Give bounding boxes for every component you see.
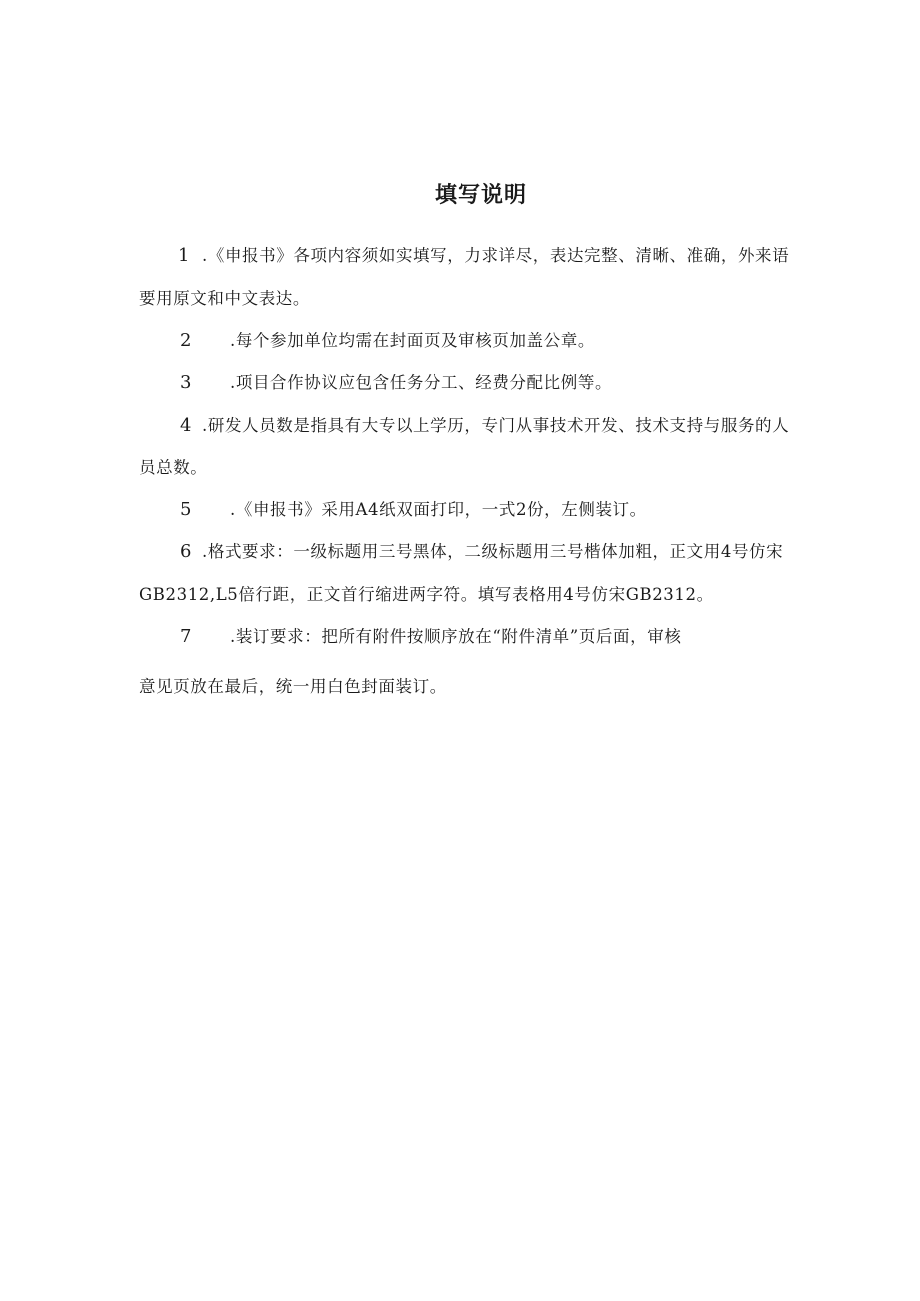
item-7-number: 7 (180, 626, 193, 647)
item-1-line-2: 要用原文和中文表达。 (139, 289, 310, 308)
item-4-text-1: .研发人员数是指具有大专以上学历，专门从事技术开发、技术支持与服务的人 (202, 416, 790, 435)
item-3-line-1 (180, 369, 612, 393)
item-3-number: 3 (180, 372, 193, 393)
item-6-line-1 (180, 538, 783, 562)
item-1-text-1: .《申报书》各项内容须如实填写，力求详尽，表达完整、清晰、准确，外来语 (202, 246, 790, 265)
item-4-number: 4 (180, 415, 193, 436)
item-3-text-1: .项目合作协议应包含任务分工、经费分配比例等。 (230, 373, 613, 392)
item-5-number: 5 (180, 499, 193, 520)
item-6-text-1: .格式要求：一级标题用三号黑体，二级标题用三号楷体加粗，正文用4号仿宋 (202, 542, 784, 561)
item-1-line-1 (178, 242, 789, 266)
item-6-number: 6 (180, 541, 193, 562)
item-2-line-1 (180, 327, 595, 351)
item-2-number: 2 (180, 330, 193, 351)
item-7-line-1 (180, 623, 681, 647)
item-1-number: 1 (178, 245, 191, 266)
item-7-text-1: .装订要求：把所有附件按顺序放在“附件清单”页后面，审核 (230, 627, 682, 646)
item-6-line-2: GB2312,L5倍行距，正文首行缩进两字符。填写表格用4号仿宋GB2312。 (139, 585, 714, 604)
item-7-line-2: 意见页放在最后，统一用白色封面装订。 (139, 677, 447, 696)
item-5-line-1 (180, 496, 647, 520)
item-4-line-2: 员总数。 (139, 458, 208, 477)
item-4-line-1 (180, 412, 789, 436)
item-2-text-1: .每个参加单位均需在封面页及审核页加盖公章。 (230, 331, 595, 350)
item-5-text-1: .《申报书》采用A4纸双面打印，一式2份，左侧装订。 (230, 500, 647, 519)
page-title: 填写说明 (434, 183, 527, 208)
